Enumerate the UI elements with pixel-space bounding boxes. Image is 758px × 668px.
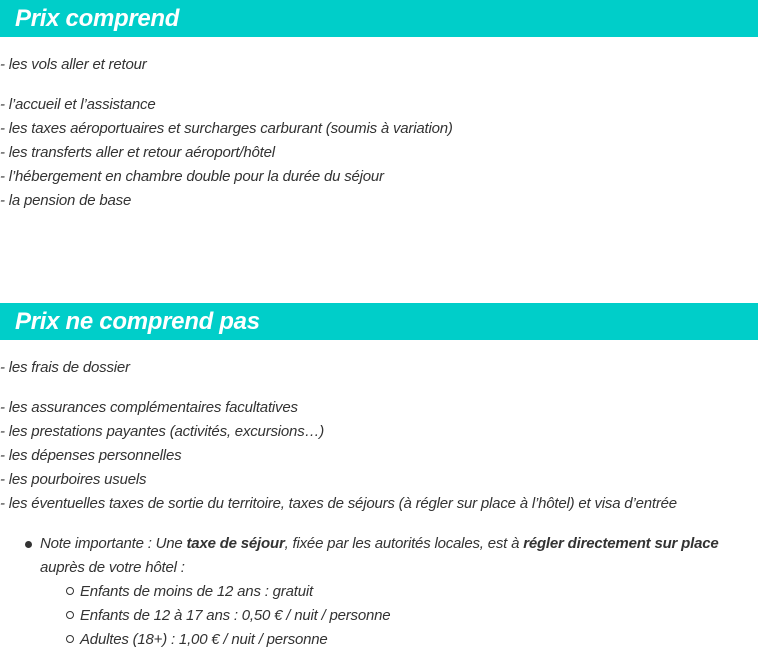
included-section-banner: [0, 0, 758, 37]
included-item: - les taxes aéroportuaires et surcharges carburant (soumis à variation): [0, 120, 453, 137]
rate-item: [66, 628, 328, 652]
important-note: [22, 532, 758, 580]
excluded-item: - les assurances complémentaires facultatives: [0, 399, 298, 416]
rate-item: [66, 580, 313, 604]
note-prefix: Note importante : Une: [40, 535, 187, 552]
note-suffix: auprès de votre hôtel :: [40, 559, 185, 576]
circle-bullet-icon: [66, 635, 74, 643]
included-item: - les vols aller et retour: [0, 56, 147, 73]
note-middle: , fixée par les autorités locales, est à: [284, 535, 524, 552]
included-item: - l’accueil et l’assistance: [0, 96, 156, 113]
included-item: - la pension de base: [0, 192, 132, 209]
excluded-item: - les éventuelles taxes de sortie du territoire, taxes de séjours (à régler sur place à l’hôtel) et visa d’entrée: [0, 495, 677, 512]
note-text: [40, 532, 758, 580]
excluded-item: - les prestations payantes (activités, excursions…): [0, 423, 325, 440]
included-section-title: Prix comprend: [15, 5, 180, 32]
excluded-section-banner: [0, 303, 758, 340]
rate-text: Enfants de 12 à 17 ans : 0,50 € / nuit / personne: [80, 607, 391, 624]
circle-bullet-icon: [66, 587, 74, 595]
rate-text: Enfants de moins de 12 ans : gratuit: [80, 583, 313, 600]
included-item: - les transferts aller et retour aéroport/hôtel: [0, 144, 275, 161]
excluded-item: - les frais de dossier: [0, 359, 130, 376]
excluded-item: - les dépenses personnelles: [0, 447, 182, 464]
rate-item: [66, 604, 390, 628]
excluded-section-title: Prix ne comprend pas: [15, 308, 260, 335]
included-item: - l’hébergement en chambre double pour la durée du séjour: [0, 168, 384, 185]
circle-bullet-icon: [66, 611, 74, 619]
excluded-item: - les pourboires usuels: [0, 471, 147, 488]
note-bold-pay: régler directement sur place: [523, 535, 719, 552]
bullet-icon: [25, 541, 32, 548]
rate-text: Adultes (18+) : 1,00 € / nuit / personne: [80, 631, 328, 648]
note-bold-tax: taxe de séjour: [186, 535, 285, 552]
